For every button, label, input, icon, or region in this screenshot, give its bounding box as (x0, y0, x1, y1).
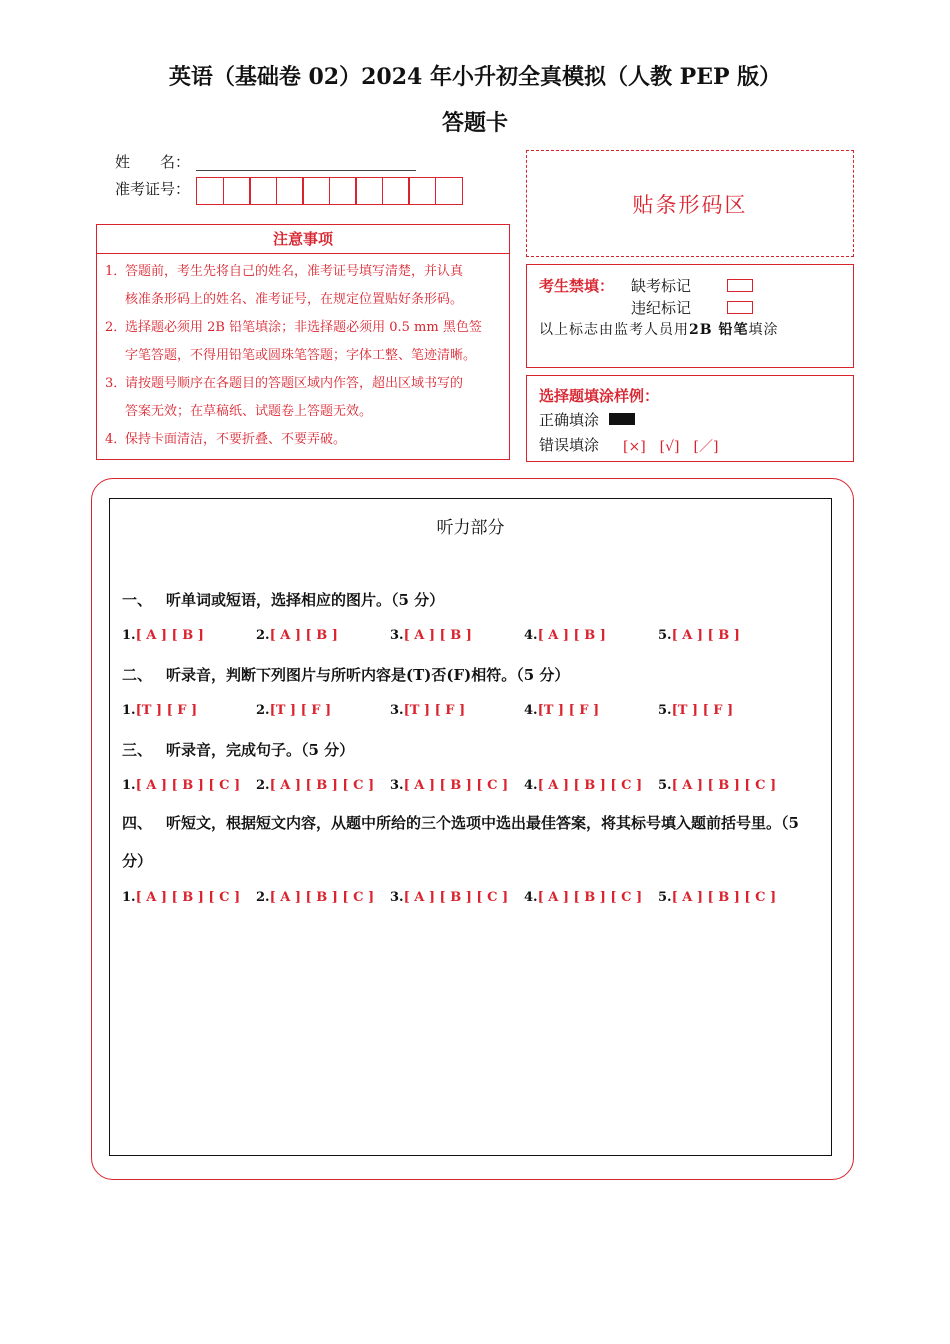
id-digit-box[interactable] (276, 177, 304, 205)
notice-item: 3．请按题号顺序在各题目的答题区域内作答，超出区域书写的 (105, 376, 464, 391)
answer-item[interactable]: 3.[ A ] [ B ] [ C ] (390, 890, 509, 905)
answer-item[interactable]: 5.[ A ] [ B ] [ C ] (658, 890, 777, 905)
section-2-heading: 二、 听录音，判断下列图片与所听内容是(T)否(F)相符。（5 分） (122, 666, 570, 684)
id-digit-box[interactable] (223, 177, 251, 205)
notice-box (96, 224, 510, 460)
answer-item[interactable]: 5.[T ] [ F ] (658, 703, 734, 718)
fill-sample-box (526, 375, 854, 462)
section-3-answers (122, 778, 792, 793)
absent-checkbox[interactable] (727, 279, 753, 292)
answer-item[interactable]: 2.[ A ] [ B ] [ C ] (256, 778, 375, 793)
sample-title: 选择题填涂样例： (539, 387, 660, 405)
answer-item[interactable]: 3.[ A ] [ B ] (390, 628, 472, 643)
correct-fill-sample (609, 413, 635, 425)
section-4-heading: 四、 听短文，根据短文内容，从题中所给的三个选项中选出最佳答案，将其标号填入题前括号里。（5 分） (122, 814, 799, 870)
section-3-heading: 三、 听录音，完成句子。（5 分） (122, 741, 355, 759)
listening-section (109, 498, 832, 1156)
notice-list (97, 258, 509, 454)
answer-item[interactable]: 3.[ A ] [ B ] [ C ] (390, 778, 509, 793)
answer-item[interactable]: 1.[ A ] [ B ] (122, 628, 204, 643)
answer-item[interactable]: 1.[ A ] [ B ] [ C ] (122, 890, 241, 905)
barcode-area: 贴条形码区 (526, 150, 854, 257)
answer-item[interactable]: 4.[ A ] [ B ] [ C ] (524, 778, 643, 793)
correct-fill-label: 正确填涂 (539, 411, 600, 429)
notice-item: 1．答题前，考生先将自己的姓名，准考证号填写清楚，并认真 (105, 264, 464, 279)
marks-title: 考生禁填： (539, 277, 615, 295)
answer-item[interactable]: 4.[ A ] [ B ] (524, 628, 606, 643)
id-digit-box[interactable] (329, 177, 357, 205)
wrong-fill-samples: [×] [√] [／] (623, 439, 719, 455)
section-4-answers (122, 890, 792, 905)
id-digit-box[interactable] (355, 177, 383, 205)
section-title: 听力部分 (436, 518, 505, 538)
id-digit-box[interactable] (302, 177, 330, 205)
answer-item[interactable]: 2.[ A ] [ B ] [ C ] (256, 890, 375, 905)
answer-item[interactable]: 1.[T ] [ F ] (122, 703, 198, 718)
exam-id-label: 准考证号： (115, 180, 191, 198)
id-digit-box[interactable] (382, 177, 410, 205)
answer-item[interactable]: 4.[ A ] [ B ] [ C ] (524, 890, 643, 905)
marks-note: 以上标志由监考人员用2B 铅笔填涂 (539, 322, 779, 338)
section-1-answers (122, 628, 792, 643)
name-input-line[interactable] (196, 170, 416, 171)
answer-item[interactable]: 3.[T ] [ F ] (390, 703, 466, 718)
violation-checkbox[interactable] (727, 301, 753, 314)
answer-item[interactable]: 1.[ A ] [ B ] [ C ] (122, 778, 241, 793)
violation-label: 违纪标记 (631, 299, 692, 317)
notice-item-cont: 核准条形码上的姓名、准考证号，在规定位置贴好条形码。 (125, 292, 464, 307)
answer-item[interactable]: 5.[ A ] [ B ] [ C ] (658, 778, 777, 793)
id-digit-box[interactable] (435, 177, 463, 205)
notice-item-cont: 答案无效；在草稿纸、试题卷上答题无效。 (125, 404, 373, 419)
name-label: 姓 名： (115, 153, 191, 171)
page-title: 英语（基础卷 02）2024 年小升初全真模拟（人教 PEP 版） (168, 64, 782, 90)
notice-item: 2．选择题必须用 2B 铅笔填涂；非选择题必须用 0.5 mm 黑色签 (105, 320, 482, 335)
answer-item[interactable]: 2.[ A ] [ B ] (256, 628, 338, 643)
absent-label: 缺考标记 (631, 277, 692, 295)
page-subtitle: 答题卡 (441, 110, 508, 136)
notice-item: 4．保持卡面清洁，不要折叠、不要弄破。 (105, 432, 347, 447)
notice-item-cont: 字笔答题，不得用铅笔或圆珠笔答题；字体工整、笔迹清晰。 (125, 348, 477, 363)
section-1-heading: 一、 听单词或短语，选择相应的图片。（5 分） (122, 591, 445, 609)
answer-item[interactable]: 2.[T ] [ F ] (256, 703, 332, 718)
proctor-marks-box (526, 264, 854, 368)
answer-item[interactable]: 5.[ A ] [ B ] (658, 628, 740, 643)
id-digit-box[interactable] (249, 177, 277, 205)
answer-item[interactable]: 4.[T ] [ F ] (524, 703, 600, 718)
exam-id-boxes[interactable] (196, 177, 461, 205)
id-digit-box[interactable] (408, 177, 436, 205)
wrong-fill-label: 错误填涂 (539, 436, 600, 454)
id-digit-box[interactable] (196, 177, 224, 205)
notice-title: 注意事项 (97, 225, 509, 254)
section-2-answers (122, 703, 792, 718)
